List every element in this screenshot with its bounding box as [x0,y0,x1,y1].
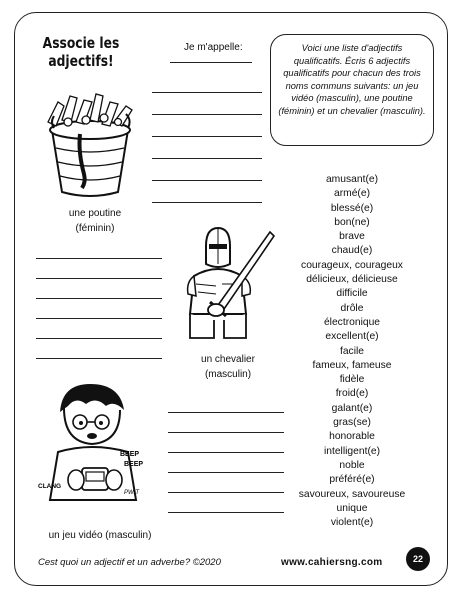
beep-sound-1: BEEP [120,451,140,458]
poutine-caption-line2: (féminin) [75,223,115,234]
jeu-video-caption: un jeu vidéo (masculin) [48,530,152,541]
adjective-item: fidèle [339,374,365,386]
adjective-item: facile [339,345,365,357]
worksheet-title: Associe les adjectifs! [42,34,120,70]
adjective-item: galant(e) [331,402,373,414]
knight-illustration [176,224,276,344]
answer-line[interactable] [168,512,284,513]
answer-line[interactable] [152,202,262,203]
adjective-item: violent(e) [330,517,374,529]
adjective-item: honorable [329,431,375,443]
adjective-item: chaud(e) [331,245,373,257]
chevalier-caption-line2: (masculin) [204,369,252,380]
adjective-item: blessé(e) [330,202,374,214]
adjective-item: armé(e) [333,188,371,200]
beep-sound-2: BEEP [124,461,144,468]
adjective-item: préféré(e) [329,474,375,486]
answer-line[interactable] [168,452,284,453]
answer-line[interactable] [152,158,262,159]
name-field-line[interactable] [170,62,252,63]
pwit-sound: PWIT [124,490,139,496]
answer-line[interactable] [36,298,162,299]
answer-line[interactable] [36,338,162,339]
answer-line[interactable] [36,258,162,259]
answer-line[interactable] [168,492,284,493]
adjective-item: unique [336,502,368,514]
jeu-video-answer-lines [168,412,284,513]
footer-website-link[interactable]: www.cahiersng.com [281,557,383,568]
answer-line[interactable] [36,318,162,319]
chevalier-answer-lines [36,258,162,359]
answer-line[interactable] [36,278,162,279]
adjective-item: noble [339,459,365,471]
adjective-item: courageux, courageux [301,259,403,271]
answer-line[interactable] [152,114,262,115]
adjective-item: amusant(e) [325,174,379,185]
adjective-item: brave [339,231,365,243]
adjective-item: gras(se) [333,417,371,429]
adjective-item: difficile [336,288,368,300]
name-label: Je m'appelle: [184,42,243,53]
chevalier-caption [180,352,276,382]
adjective-item: savoureux, savoureuse [298,488,406,500]
answer-line[interactable] [152,180,262,181]
poutine-answer-lines [152,92,262,203]
adjective-item: excellent(e) [325,331,379,343]
adjective-item: électronique [323,316,381,328]
adjective-item: délicieux, délicieuse [306,274,398,286]
instructions-box: Voici une liste d'adjectifs qualificatifs. Écris 6 adjectifs qualificatifs pour chacun des trois noms communs suivants: un jeu vidéo (masculin), une poutine (féminin) et un chevalier (masculin). [270,34,434,146]
answer-line[interactable] [168,432,284,433]
adjective-item: fameux, fameuse [312,359,392,371]
clang-sound: CLANG [38,483,62,490]
adjective-item: intelligent(e) [323,445,381,457]
answer-line[interactable] [36,358,162,359]
chevalier-caption-line1: un chevalier [201,354,255,365]
poutine-caption [40,206,150,236]
poutine-caption-line1: une poutine [68,208,122,219]
answer-line[interactable] [168,472,284,473]
page-number-badge: 22 [406,547,430,571]
adjective-item: froid(e) [335,388,369,400]
answer-line[interactable] [152,136,262,137]
adjective-list [296,173,408,530]
footer-question: Cest quoi un adjectif et un adverbe? ©2020 [38,557,221,568]
boy-gamer-illustration [36,382,156,502]
adjective-item: bon(ne) [334,216,370,228]
adjective-item: drôle [340,302,364,314]
answer-line[interactable] [152,92,262,93]
poutine-illustration [40,92,140,202]
answer-line[interactable] [168,412,284,413]
